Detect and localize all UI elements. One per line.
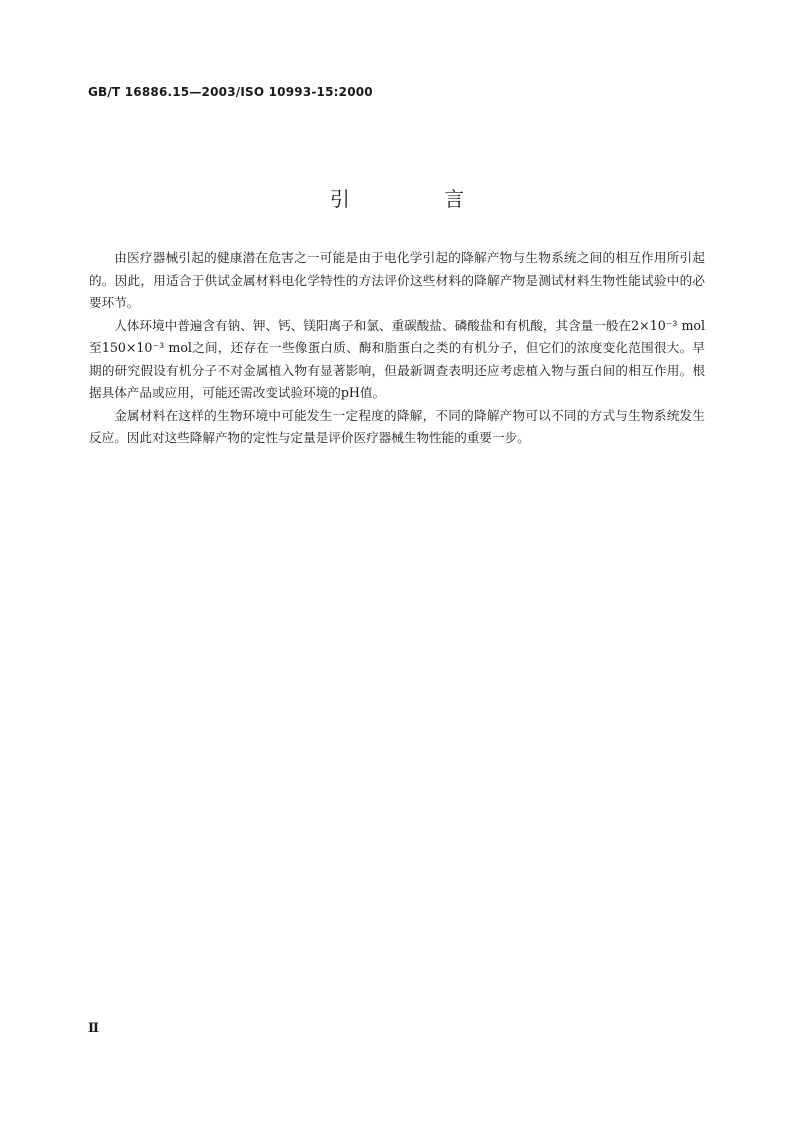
page-number: Ⅱ (88, 1021, 99, 1036)
section-title: 引 言 (329, 187, 509, 211)
standard-code: GB/T 16886.15—2003/ISO 10993-15:2000 (88, 85, 373, 99)
paragraph-1: 由医疗器械引起的健康潜在危害之一可能是由于电化学引起的降解产物与生物系统之间的相互作用所引起的。因此，用适合于供试金属材料电化学特性的方法评价这些材料的降解产物是测试材料生物性能试验中的必要环节。 (89, 250, 705, 310)
introduction-body (89, 247, 705, 450)
paragraph-3: 金属材料在这样的生物环境中可能发生一定程度的降解，不同的降解产物可以不同的方式与生物系统发生反应。因此对这些降解产物的定性与定量是评价医疗器械生物性能的重要一步。 (89, 407, 705, 445)
paragraph-2: 人体环境中普遍含有钠、钾、钙、镁阳离子和氯、重碳酸盐、磷酸盐和有机酸，其含量一般在2×10⁻³ mol至150×10⁻³ mol之间，还存在一些像蛋白质、酶和脂蛋白之类的有机分子，但它们的浓度变化范围很大。早期的研究假设有机分子不对金属植入物有显著影响，但最新调查表明还应考虑植入物与蛋白间的相互作用。根据具体产品或应用，可能还需改变试验环境的pH值。 (89, 317, 705, 400)
